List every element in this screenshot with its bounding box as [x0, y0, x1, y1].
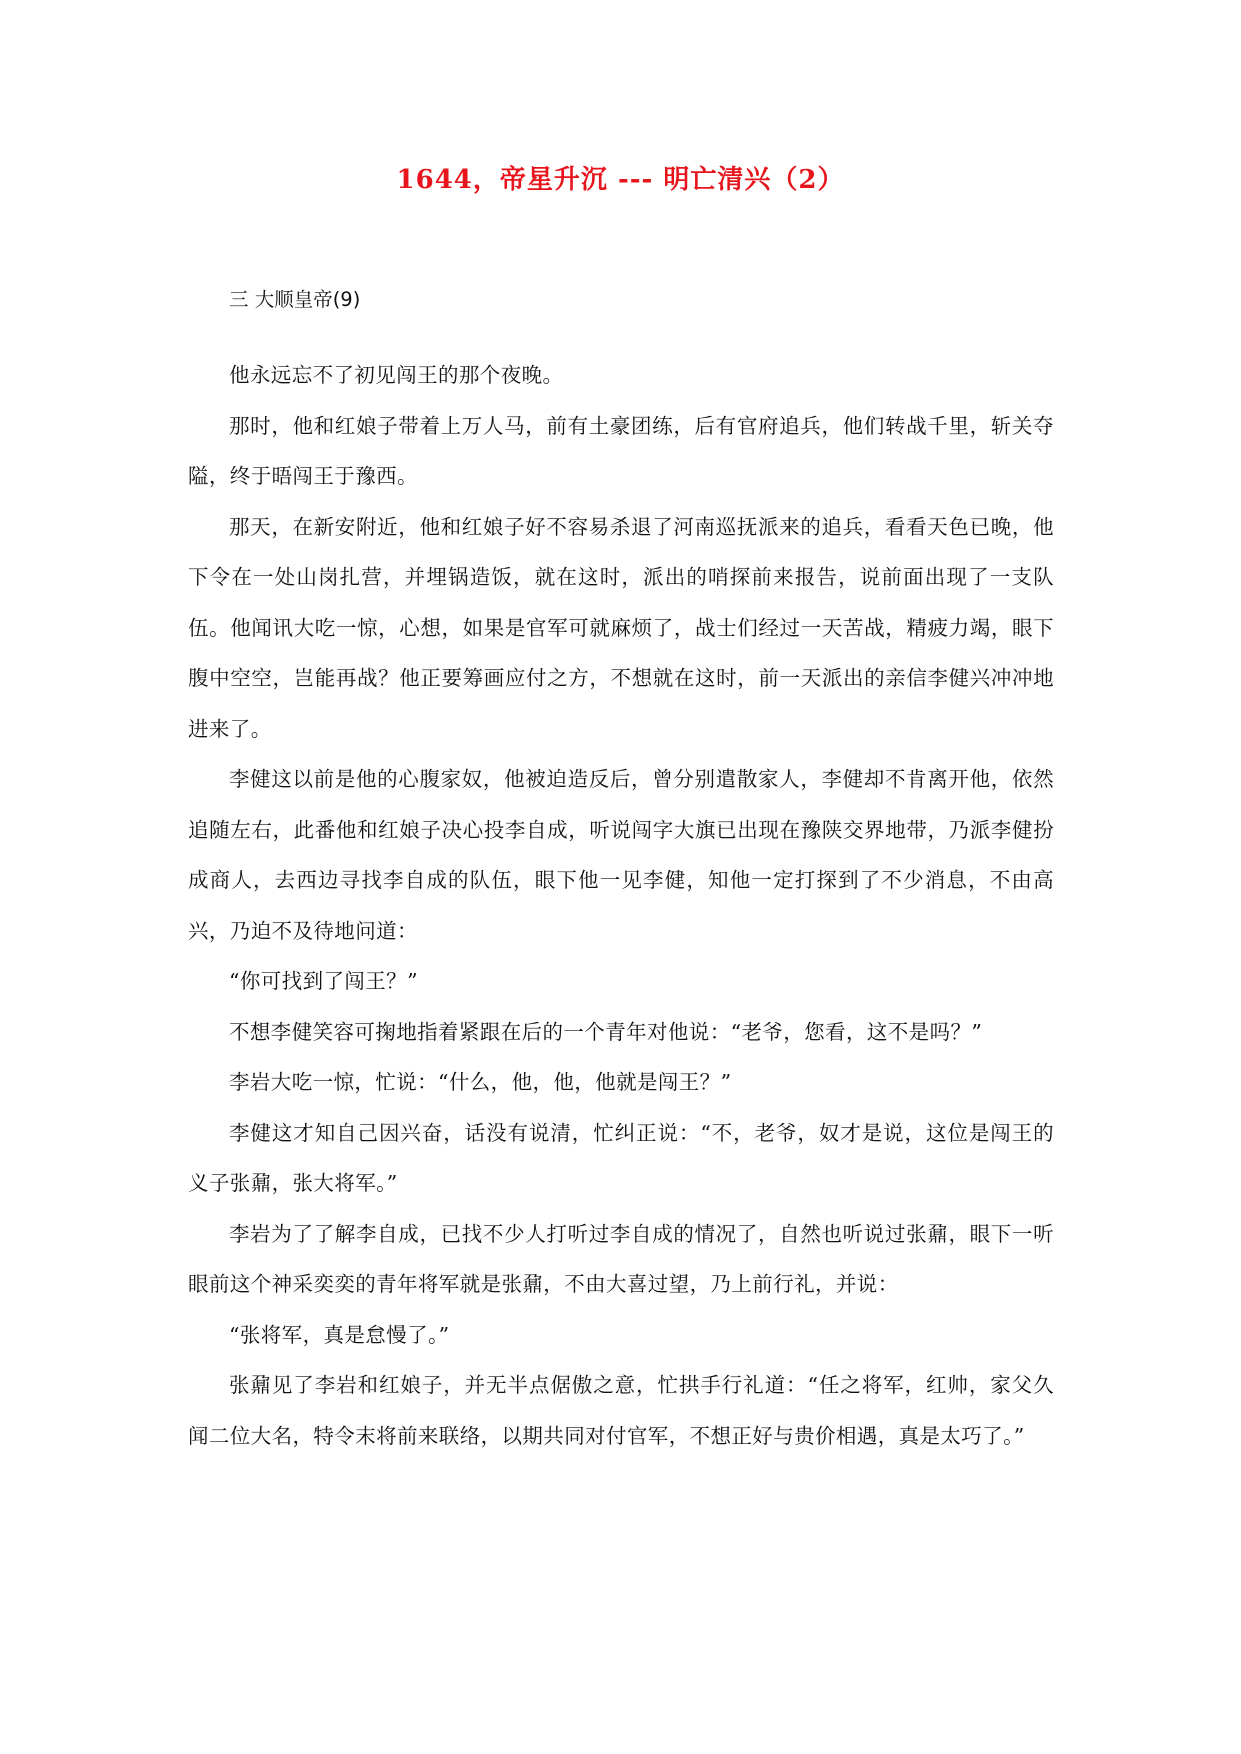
paragraph: “你可找到了闯王？”: [229, 969, 418, 993]
paragraph: 那天，在新安附近，他和红娘子好不容易杀退了河南巡抚派来的追兵，看看天色已晚，他下令在一处山岗扎营，并埋锅造饭，就在这时，派出的哨探前来报告，说前面出现了一支队伍。他闻讯大吃一惊，心想，如果是官军可就麻烦了，战士们经过一天苦战，精疲力竭，眼下腹中空空，岂能再战？他正要筹画应付之方，不想就在这时，前一天派出的亲信李健兴冲冲地进来了。: [188, 514, 1054, 741]
paragraph: 李岩为了了解李自成，已找不少人打听过李自成的情况了，自然也听说过张鼐，眼下一听眼前这个神采奕奕的青年将军就是张鼐，不由大喜过望，乃上前行礼，并说：: [188, 1221, 1054, 1296]
section-heading: 三 大顺皇帝(9): [229, 288, 361, 311]
paragraph: 那时，他和红娘子带着上万人马，前有土豪团练，后有官府追兵，他们转战千里，斩关夺隘，终于晤闯王于豫西。: [188, 413, 1054, 488]
document-body: [188, 290, 1054, 1461]
paragraph: 不想李健笑容可掬地指着紧跟在后的一个青年对他说：“老爷，您看，这不是吗？”: [229, 1019, 983, 1044]
document-title: 1644，帝星升沉 --- 明亡清兴（2）: [396, 165, 845, 195]
paragraph: 李健这才知自己因兴奋，话没有说清，忙纠正说：“不，老爷，奴才是说，这位是闯王的义子张鼐，张大将军。”: [188, 1120, 1054, 1195]
paragraph: 李岩大吃一惊，忙说：“什么，他，他，他就是闯王？”: [229, 1070, 732, 1094]
paragraph: 李健这以前是他的心腹家奴，他被迫造反后，曾分别遣散家人，李健却不肯离开他，依然追随左右，此番他和红娘子决心投李自成，听说闯字大旗已出现在豫陕交界地带，乃派李健扮成商人，去西边寻找李自成的队伍，眼下他一见李健，知他一定打探到了不少消息，不由高兴，乃迫不及待地问道：: [188, 767, 1054, 943]
paragraph: “张将军，真是怠慢了。”: [229, 1322, 450, 1347]
paragraph: 他永远忘不了初见闯王的那个夜晚。: [229, 363, 564, 387]
paragraph: 张鼐见了李岩和红娘子，并无半点倨傲之意，忙拱手行礼道：“任之将军，红帅，家父久闻二位大名，特令末将前来联络，以期共同对付官军，不想正好与贵价相遇，真是太巧了。”: [188, 1373, 1054, 1448]
